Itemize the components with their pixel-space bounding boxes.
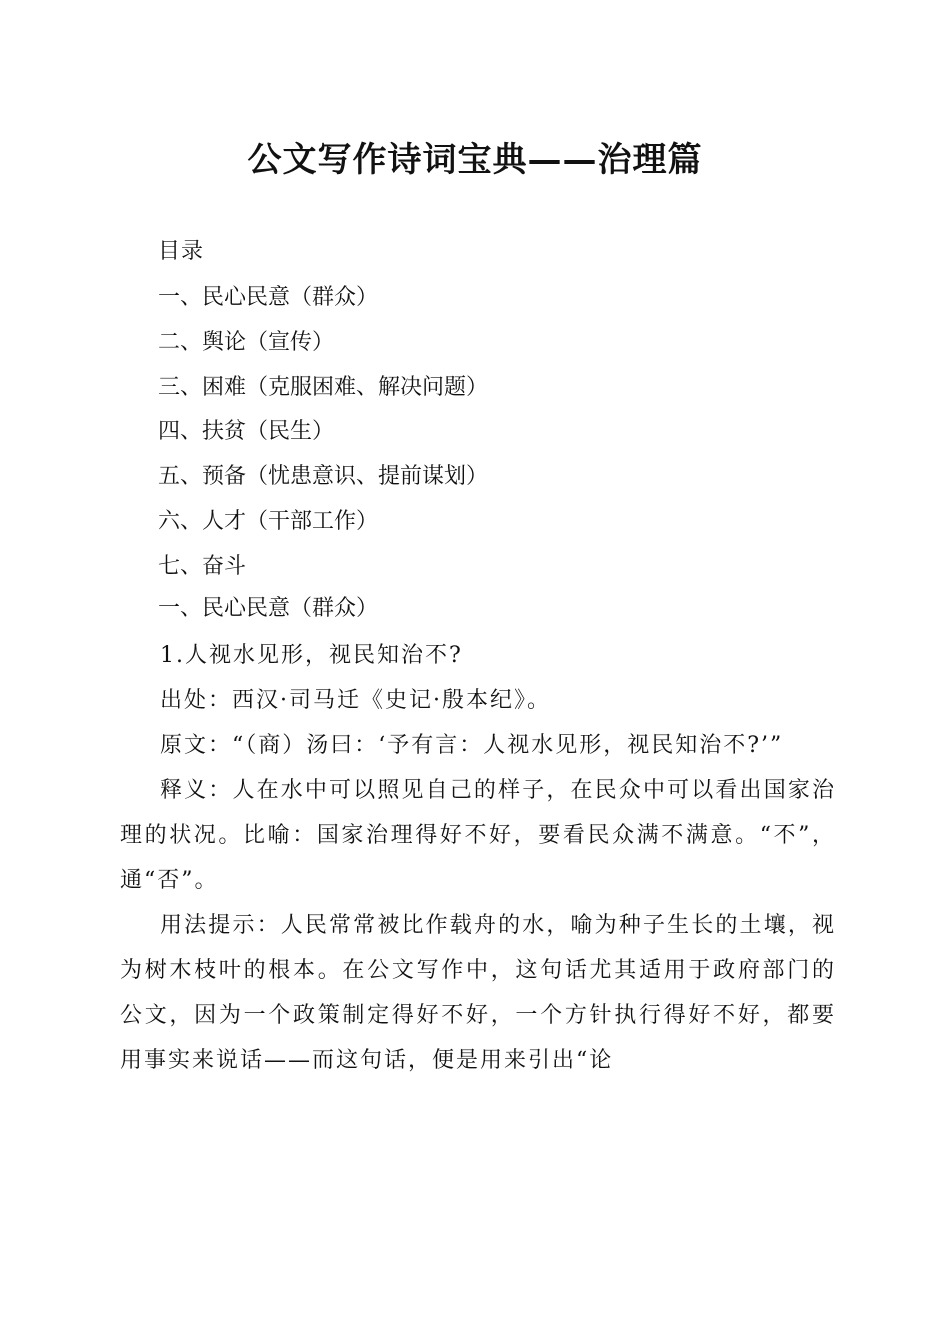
toc-label: 目录 bbox=[158, 239, 205, 264]
toc-item: 六、人才（干部工作） bbox=[158, 508, 379, 534]
toc-item: 七、奋斗 bbox=[158, 553, 247, 579]
original-text-paragraph: 原文：“（商）汤曰：‘予有言：人视水见形，视民知治不?’” bbox=[160, 733, 784, 758]
body-text bbox=[120, 633, 836, 1083]
toc-item: 五、预备（忧患意识、提前谋划） bbox=[158, 464, 489, 490]
usage-tip-paragraph: 用法提示：人民常常被比作载舟的水，喻为种子生长的土壤，视为树木枝叶的根本。在公文写作中，这句话尤其适用于政府部门的公文，因为一个政策制定得好不好，一个方针执行得好不好，都要用事实来说话——而这句话，便是用来引出“论 bbox=[120, 913, 836, 1073]
source-paragraph: 出处：西汉·司马迁《史记·殷本纪》。 bbox=[160, 688, 551, 713]
item-title: 1.人视水见形，视民知治不? bbox=[160, 643, 463, 668]
toc-item: 二、舆论（宣传） bbox=[158, 329, 335, 355]
table-of-contents bbox=[158, 276, 488, 590]
toc-item: 四、扶贫（民生） bbox=[158, 419, 335, 445]
explanation-paragraph: 释义：人在水中可以照见自己的样子，在民众中可以看出国家治理的状况。比喻：国家治理得好不好，要看民众满不满意。“不”，通“否”。 bbox=[120, 778, 836, 893]
toc-item: 一、民心民意（群众） bbox=[158, 285, 379, 310]
toc-item: 三、困难（克服困难、解决问题） bbox=[158, 374, 489, 400]
document-title: 公文写作诗词宝典——治理篇 bbox=[247, 140, 703, 180]
section-heading: 一、民心民意（群众） bbox=[158, 596, 379, 621]
